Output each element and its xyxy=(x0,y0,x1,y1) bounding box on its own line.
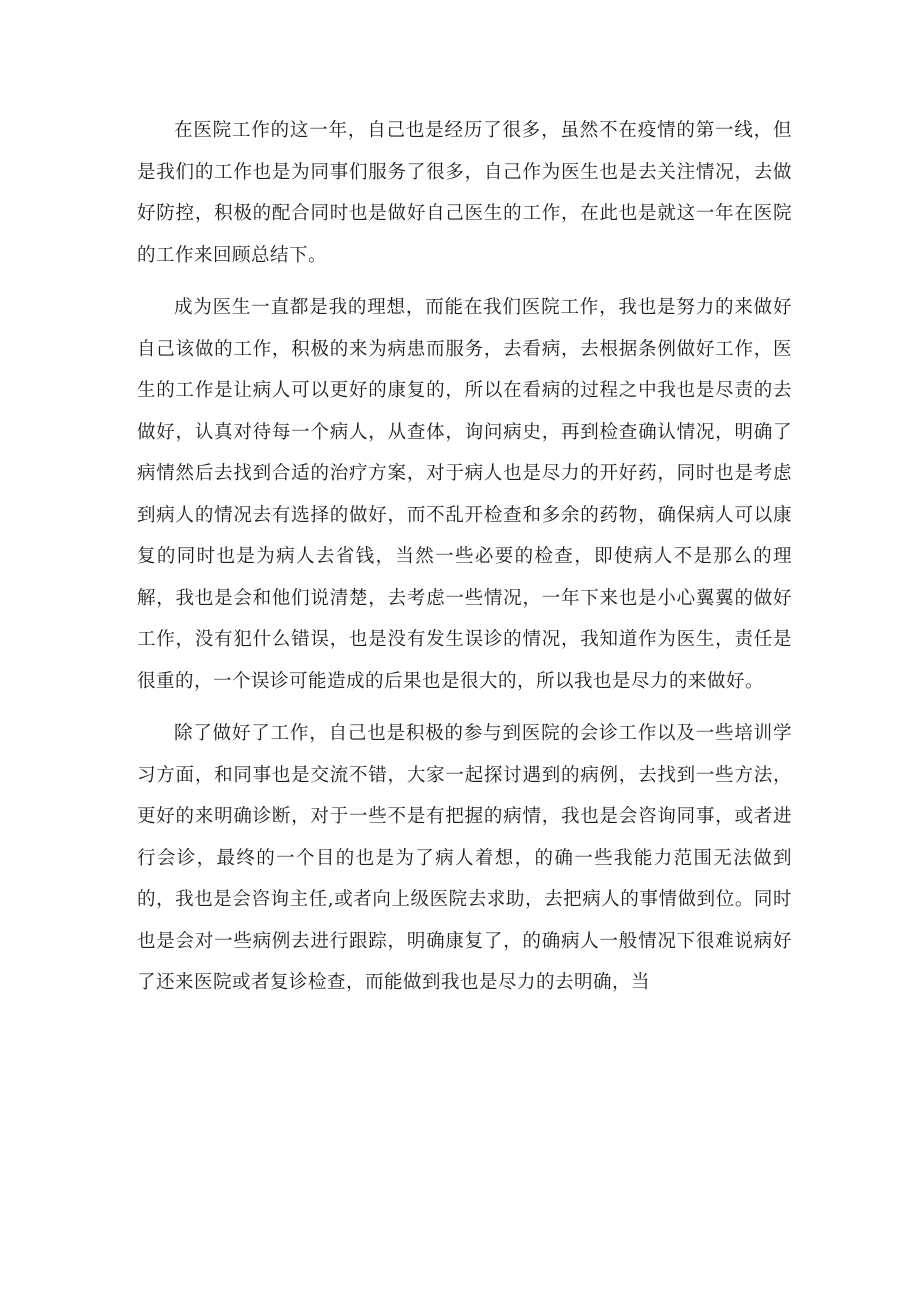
paragraph-2: 成为医生一直都是我的理想，而能在我们医院工作，我也是努力的来做好自己该做的工作，积极的来为病患而服务，去看病，去根据条例做好工作，医生的工作是让病人可以更好的康复的，所以在看病的过程之中我也是尽责的去做好，认真对待每一个病人，从查体，询问病史，再到检查确认情况，明确了病情然后去找到合适的治疗方案，对于病人也是尽力的开好药，同时也是考虑到病人的情况去有选择的做好，而不乱开检查和多余的药物，确保病人可以康复的同时也是为病人去省钱，当然一些必要的检查，即使病人不是那么的理解，我也是会和他们说清楚，去考虑一些情况，一年下来也是小心翼翼的做好工作，没有犯什么错误，也是没有发生误诊的情况，我知道作为医生，责任是很重的，一个误诊可能造成的后果也是很大的，所以我也是尽力的来做好。 xyxy=(137,297,792,692)
paragraph-1: 在医院工作的这一年，自己也是经历了很多，虽然不在疫情的第一线，但是我们的工作也是为同事们服务了很多，自己作为医生也是去关注情况，去做好防控，积极的配合同时也是做好自己医生的工作，在此也是就这一年在医院的工作来回顾总结下。 xyxy=(137,120,792,266)
document-body xyxy=(137,110,792,1015)
paragraph-3: 除了做好了工作，自己也是积极的参与到医院的会诊工作以及一些培训学习方面，和同事也是交流不错，大家一起探讨遇到的病例，去找到一些方法，更好的来明确诊断，对于一些不是有把握的病情，我也是会咨询同事，或者进行会诊，最终的一个目的也是为了病人着想，的确一些我能力范围无法做到的，我也是会咨询主任,或者向上级医院去求助，去把病人的事情做到位。同时也是会对一些病例去进行跟踪，明确康复了，的确病人一般情况下很难说病好了还来医院或者复诊检查，而能做到我也是尽力的去明确，当 xyxy=(137,723,792,993)
